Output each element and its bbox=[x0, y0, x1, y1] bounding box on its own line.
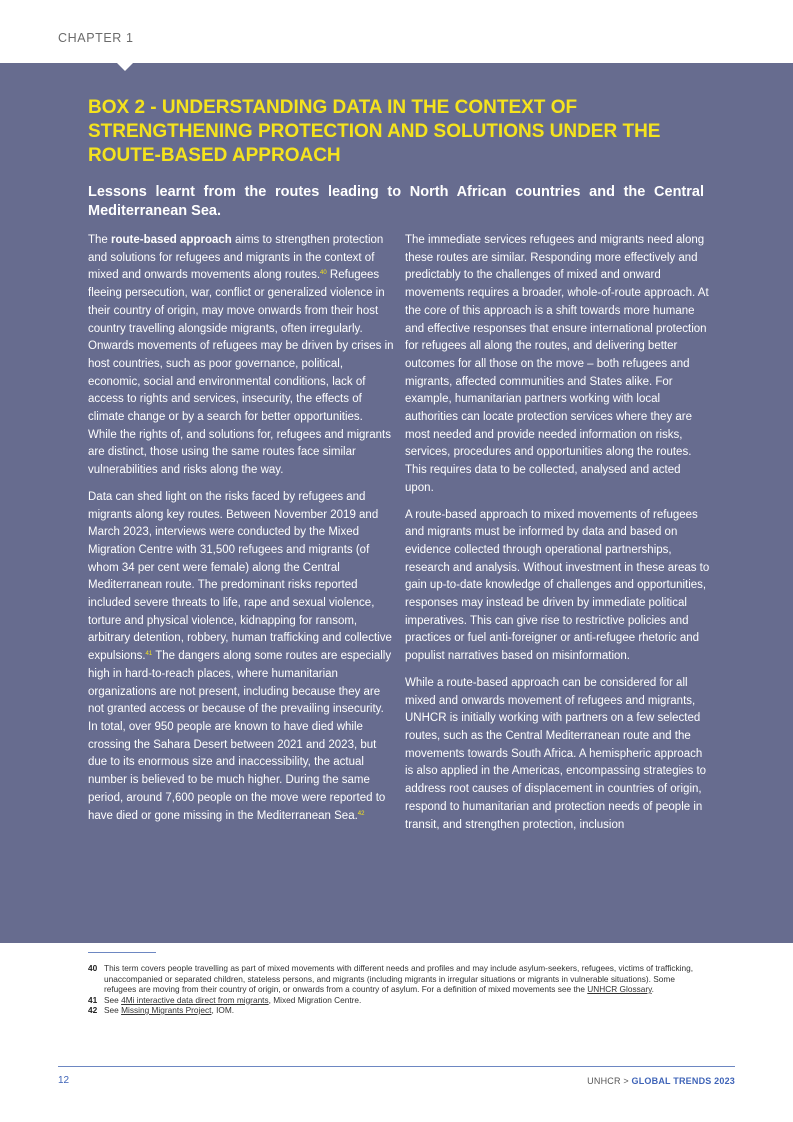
box-subtitle: Lessons learnt from the routes leading to North African countries and the Central Mediterranean Sea. bbox=[88, 184, 704, 219]
4mi-data-link[interactable]: 4Mi interactive data direct from migrants bbox=[121, 994, 269, 1005]
footnote-ref-41[interactable]: 41 bbox=[145, 651, 153, 658]
footnote-40: 40 This term covers people travelling as part of mixed movements with different needs and profiles and may include asylum-seekers, refugees, victims of trafficking, unaccompanied or separated children, stateless persons, and migrants (including migrants in irregular situations or migrants in vulnerable situations). Some refugees are moving from their country of origin, or onwards from a country of asylum. For a definition of mixed movements see the UNHCR Glossary. bbox=[88, 963, 694, 994]
footnotes bbox=[88, 963, 708, 1016]
left-paragraph-1: The route-based approach aims to strengthen protection and solutions for refugees and migrants in the context of mixed and onwards movements along routes.$^{40}$ Refugees fleeing persecution, war, conflict or generalized violence in their country of origin, may move onwards from their host country travelling alongside migrants, often irregularly. Onwards movements of refugees may be driven by crises in host countries, such as poor governance, political, economic, social and environmental conditions, lack of access to rights and services, insecurity, the effects of climate change or by a search for better opportunities. While the rights of, and solutions for, refugees and migrants are distinct, those using the same routes face similar vulnerabilities and risks along the way. bbox=[88, 234, 394, 477]
unhcr-glossary-link[interactable]: UNHCR Glossary bbox=[587, 984, 652, 994]
right-paragraph-3: While a route-based approach can be considered for all mixed and onwards movement of refugees and migrants, UNHCR is initially working with partners on a few selected routes, such as the Central Mediterranean route and the movements towards South Africa. A hemispheric approach is also applied in the Americas, encompassing strategies to address root causes of displacement in countries of origin, respond to humanitarian and protection needs of people in transit, and strengthen protection, inclusion bbox=[405, 676, 707, 831]
box-title: BOX 2 - UNDERSTANDING DATA IN THE CONTEXT OF STRENGTHENING PROTECTION AND SOLUTIONS UNDER THE ROUTE-BASED APPROACH bbox=[88, 97, 661, 166]
footnote-ref-42[interactable]: 42 bbox=[357, 810, 365, 817]
page-number: 12 bbox=[58, 1075, 70, 1086]
footer-org: UNHCR > bbox=[587, 1076, 629, 1086]
box-notch bbox=[116, 62, 134, 71]
running-footer bbox=[587, 1076, 735, 1086]
route-based-approach-term: route-based approach bbox=[111, 234, 232, 246]
footnote-ref-40[interactable]: 40 bbox=[320, 270, 327, 277]
left-column bbox=[88, 232, 394, 834]
footnote-divider bbox=[88, 952, 156, 953]
right-column bbox=[405, 232, 711, 843]
footer-report-title: GLOBAL TRENDS 2023 bbox=[631, 1076, 735, 1086]
footer-divider bbox=[58, 1066, 735, 1067]
right-paragraph-1: The immediate services refugees and migrants need along these routes are similar. Responding more effectively and predictably to the challenges of mixed and onward movements requires a broader, whole-of-route approach. At the core of this approach is a shift towards more humane and effective responses that ensure international protection for refugees all along the routes, and delivering better outcomes for all those on the move – both refugees and migrants, affected communities and States alike. For example, humanitarian partners working with local authorities can locate protection services where they are most needed and provide needed information on risks, services, procedures and opportunities along the routes. This requires data to be collected, analysed and acted upon. bbox=[405, 234, 709, 494]
footnote-41: 41 See 4Mi interactive data direct from migrants, Mixed Migration Centre. bbox=[88, 994, 362, 1005]
left-paragraph-2: Data can shed light on the risks faced by refugees and migrants along key routes. Between November 2019 and March 2023, interviews were conducted by the Mixed Migration Centre with 31,500 refugees and migrants (of whom 34 per cent were female) along the Central Mediterranean route. The predominant risks reported included severe threats to life, rape and sexual violence, torture and physical violence, kidnapping for ransom, arbitrary detention, robbery, human trafficking and collective expulsions.$^{41}$ The dangers along some routes are especially high in hard-to-reach places, where humanitarian organizations are not present, including because they are not granted access or because of the prevailing insecurity. In total, over 950 people are known to have died while crossing the Sahara Desert between 2021 and 2023, but due to its enormous size and inaccessibility, the actual number is believed to be much higher. During the same period, around 7,600 people on the move were reported to have died or gone missing in the Mediterranean Sea.$^{42}$ bbox=[88, 490, 392, 822]
footnote-42: 42 See Missing Migrants Project, IOM. bbox=[88, 1005, 235, 1015]
right-paragraph-2: A route-based approach to mixed movements of refugees and migrants must be informed by data and based on evidence collected through operational partnerships, research and analysis. Without investment in these areas to gain up-to-date knowledge of challenges and opportunities, responses may instead be driven by immediate political imperatives. This can give rise to restrictive policies and practices or fuel anti-foreigner or anti-refugee rhetoric and populist narratives based on misinformation. bbox=[405, 508, 710, 663]
missing-migrants-link[interactable]: Missing Migrants Project bbox=[121, 1005, 212, 1015]
chapter-label: CHAPTER 1 bbox=[58, 31, 134, 45]
